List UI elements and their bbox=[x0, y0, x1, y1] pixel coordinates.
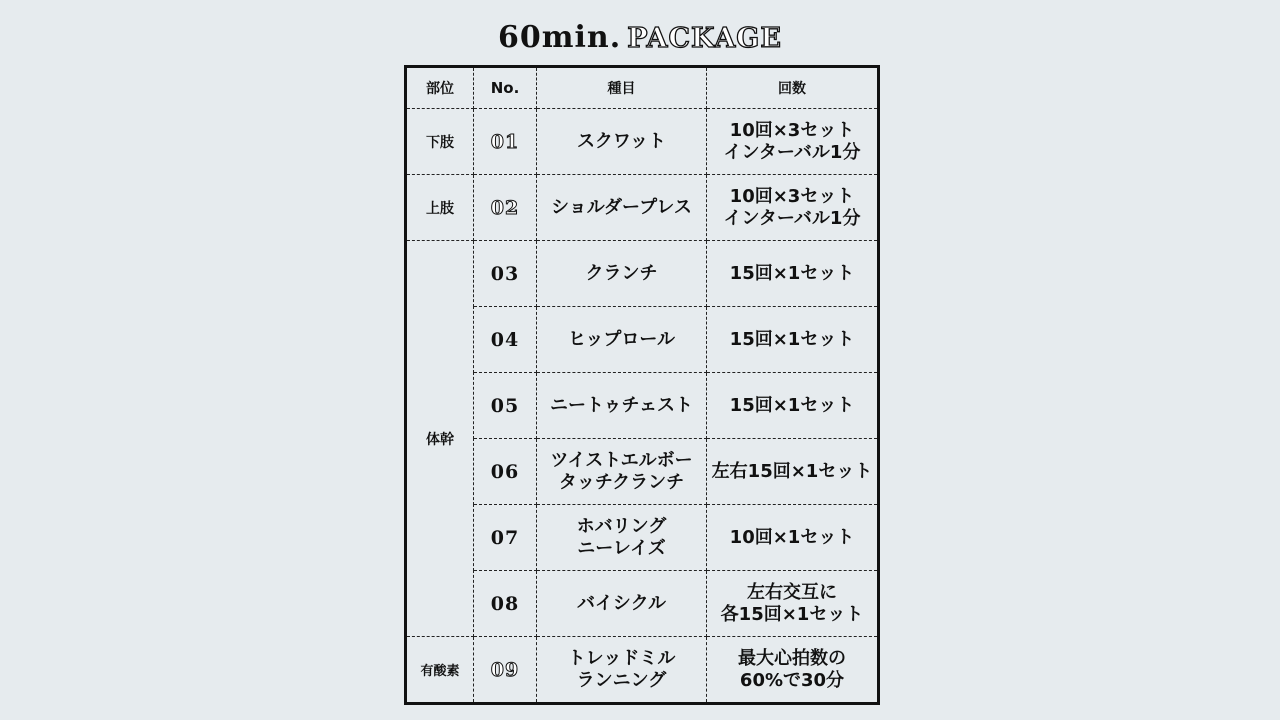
exercise-reps: 左右15回×1セット bbox=[707, 439, 879, 505]
header-no: No. bbox=[474, 67, 537, 109]
exercise-number: 04 bbox=[474, 307, 537, 373]
table-header-row bbox=[406, 67, 879, 109]
title-duration: 60min. bbox=[498, 20, 622, 55]
exercise-number: 07 bbox=[474, 505, 537, 571]
table-row bbox=[406, 439, 879, 505]
exercise-reps: 10回×3セット インターバル1分 bbox=[707, 175, 879, 241]
part-core: 体幹 bbox=[406, 241, 474, 637]
workout-table bbox=[404, 65, 880, 705]
part-upper: 上肢 bbox=[406, 175, 474, 241]
table-row bbox=[406, 505, 879, 571]
table-row bbox=[406, 307, 879, 373]
exercise-reps: 10回×1セット bbox=[707, 505, 879, 571]
exercise-name: スクワット bbox=[537, 109, 707, 175]
exercise-number: 01 bbox=[474, 109, 537, 175]
exercise-number: 03 bbox=[474, 241, 537, 307]
table-row bbox=[406, 175, 879, 241]
exercise-reps: 15回×1セット bbox=[707, 241, 879, 307]
exercise-name: クランチ bbox=[537, 241, 707, 307]
exercise-reps: 10回×3セット インターバル1分 bbox=[707, 109, 879, 175]
table-row bbox=[406, 373, 879, 439]
exercise-reps: 最大心拍数の 60%で30分 bbox=[707, 637, 879, 704]
exercise-number: 08 bbox=[474, 571, 537, 637]
table-row bbox=[406, 241, 879, 307]
exercise-name: ショルダープレス bbox=[537, 175, 707, 241]
title-package: PACKAGE bbox=[627, 23, 782, 54]
exercise-name: バイシクル bbox=[537, 571, 707, 637]
table-row bbox=[406, 637, 879, 704]
exercise-name: ツイストエルボー タッチクランチ bbox=[537, 439, 707, 505]
exercise-number: 09 bbox=[474, 637, 537, 704]
header-part: 部位 bbox=[406, 67, 474, 109]
exercise-number: 05 bbox=[474, 373, 537, 439]
part-aerobic: 有酸素 bbox=[406, 637, 474, 704]
exercise-reps: 15回×1セット bbox=[707, 373, 879, 439]
page-title bbox=[0, 18, 1280, 58]
exercise-number: 02 bbox=[474, 175, 537, 241]
exercise-name: ヒップロール bbox=[537, 307, 707, 373]
header-name: 種目 bbox=[537, 67, 707, 109]
exercise-reps: 左右交互に 各15回×1セット bbox=[707, 571, 879, 637]
table-row bbox=[406, 571, 879, 637]
exercise-reps: 15回×1セット bbox=[707, 307, 879, 373]
exercise-name: ニートゥチェスト bbox=[537, 373, 707, 439]
exercise-name: ホバリング ニーレイズ bbox=[537, 505, 707, 571]
exercise-name: トレッドミル ランニング bbox=[537, 637, 707, 704]
exercise-number: 06 bbox=[474, 439, 537, 505]
part-lower: 下肢 bbox=[406, 109, 474, 175]
header-reps: 回数 bbox=[707, 67, 879, 109]
table-row bbox=[406, 109, 879, 175]
